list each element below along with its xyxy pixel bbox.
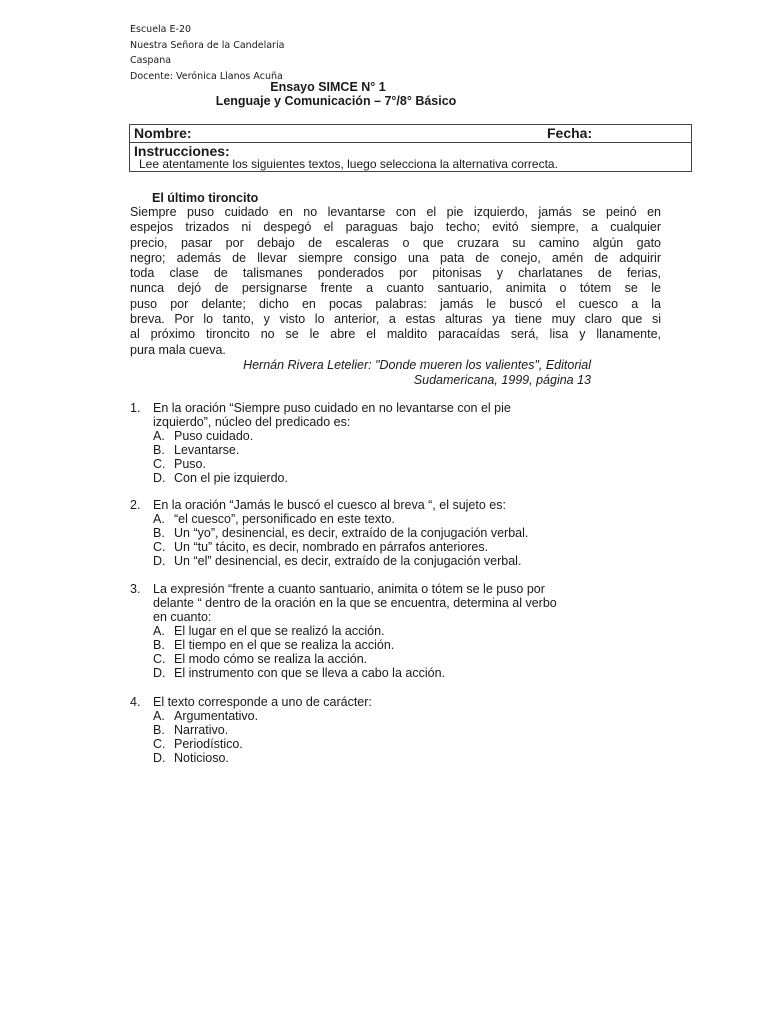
option-letter: C. (153, 737, 166, 751)
teacher-name: Docente: Verónica Llanos Acuña (130, 70, 283, 82)
question-stem (153, 695, 372, 709)
option-letter: A. (153, 624, 165, 638)
option-text: Argumentativo. (174, 709, 259, 723)
question-stem-line: En la oración “Siempre puso cuidado en no levantarse con el pie (153, 401, 511, 415)
option-text: Un “el” desinencial, es decir, extraído de la conjugación verbal. (174, 554, 522, 568)
answer-option[interactable] (153, 540, 528, 554)
answer-option[interactable] (153, 554, 528, 568)
answer-option[interactable] (153, 666, 445, 680)
option-text: Noticioso. (174, 751, 229, 765)
answer-option[interactable] (153, 526, 528, 540)
answer-options (153, 512, 528, 568)
option-text: Un “tu” tácito, es decir, nombrado en párrafos anteriores. (174, 540, 489, 554)
question-stem (153, 498, 506, 512)
question-number: 3. (130, 582, 141, 596)
option-text: Con el pie izquierdo. (174, 471, 288, 485)
answer-option[interactable] (153, 638, 445, 652)
question-number: 4. (130, 695, 141, 709)
answer-option[interactable] (153, 471, 288, 485)
answer-options (153, 709, 258, 765)
question-stem-line: En la oración “Jamás le buscó el cuesco al breva “, el sujeto es: (153, 498, 506, 512)
question-number: 1. (130, 401, 141, 415)
answer-option[interactable] (153, 652, 445, 666)
name-label: Nombre: (134, 125, 192, 141)
reading-citation (130, 358, 591, 388)
answer-option[interactable] (153, 751, 258, 765)
option-letter: A. (153, 709, 165, 723)
option-letter: D. (153, 471, 166, 485)
option-letter: D. (153, 666, 166, 680)
option-letter: C. (153, 652, 166, 666)
answer-options (153, 429, 288, 485)
school-name: Escuela E-20 (130, 24, 192, 35)
option-text: Narrativo. (174, 723, 229, 737)
reading-line: precio, pasar por debajo de escaleras o que cruzara su camino algún gato (130, 235, 661, 250)
reading-line: toda clase de talismanes ponderados por pitonisas y charlatanes de ferias, (130, 266, 661, 281)
option-text: El tiempo en el que se realiza la acción. (174, 638, 395, 652)
option-text: Puso cuidado. (174, 429, 254, 443)
date-label: Fecha: (547, 125, 593, 141)
school-location: Caspana (130, 55, 172, 66)
option-letter: A. (153, 512, 165, 526)
option-letter: C. (153, 540, 166, 554)
question-stem-line: El texto corresponde a uno de carácter: (153, 695, 372, 709)
school-patron: Nuestra Señora de la Candelaria (130, 39, 285, 51)
option-letter: D. (153, 751, 166, 765)
instructions-text: Lee atentamente los siguientes textos, luego selecciona la alternativa correcta. (139, 157, 558, 171)
reading-line: pura mala cueva. (130, 342, 226, 357)
option-text: Levantarse. (174, 443, 240, 457)
exam-title: Ensayo SIMCE N° 1 (270, 80, 386, 94)
reading-line: espejos trizados ni despegó el paraguas bajo techo; evitó siempre, a cualquier (130, 220, 661, 235)
option-letter: B. (153, 443, 165, 457)
question-stem (153, 582, 557, 624)
reading-paragraph (130, 205, 661, 358)
answer-option[interactable] (153, 723, 258, 737)
option-letter: D. (153, 554, 166, 568)
option-text: Periodístico. (174, 737, 243, 751)
question-stem-line: La expresión “frente a cuanto santuario, animita o tótem se le puso por (153, 582, 545, 596)
citation-line: Sudamericana, 1999, página 13 (413, 373, 591, 387)
question-stem (153, 401, 511, 429)
option-text: El modo cómo se realiza la acción. (174, 652, 368, 666)
question-stem-line: izquierdo”, núcleo del predicado es: (153, 415, 351, 429)
option-letter: B. (153, 526, 165, 540)
reading-title: El último tironcito (152, 191, 259, 205)
option-text: Puso. (174, 457, 206, 471)
reading-line: breva. Por lo tanto, y visto lo anterior, a estas alturas ya tiene muy claro que si (130, 312, 661, 327)
option-text: El instrumento con que se lleva a cabo la acción. (174, 666, 445, 680)
reading-line: Siempre puso cuidado en no levantarse con el pie izquierdo, jamás se peinó en (130, 205, 661, 219)
answer-option[interactable] (153, 429, 288, 443)
citation-line: Hernán Rivera Letelier: "Donde mueren los valientes", Editorial (243, 358, 591, 372)
option-text: El lugar en el que se realizó la acción. (174, 624, 385, 638)
answer-option[interactable] (153, 737, 258, 751)
question-stem-line: en cuanto: (153, 610, 212, 624)
answer-option[interactable] (153, 457, 288, 471)
reading-line: al próximo tironcito no se le abre el maldito paracaídas será, lisa y llanamente, (130, 327, 661, 342)
option-text: “el cuesco”, personificado en este texto. (174, 512, 395, 526)
answer-option[interactable] (153, 443, 288, 457)
option-letter: C. (153, 457, 166, 471)
answer-option[interactable] (153, 624, 445, 638)
option-text: Un “yo”, desinencial, es decir, extraído de la conjugación verbal. (174, 526, 529, 540)
reading-line: puso por delante; dicho en pocas palabras: jamás le buscó el cuesco a la (130, 296, 661, 311)
answer-option[interactable] (153, 709, 258, 723)
school-header (130, 22, 284, 84)
question-number: 2. (130, 498, 141, 512)
name-date-row (130, 125, 691, 143)
option-letter: B. (153, 723, 165, 737)
question-stem-line: delante “ dentro de la oración en la que se encuentra, determina al verbo (153, 596, 557, 610)
option-letter: B. (153, 638, 165, 652)
student-info-box (129, 124, 692, 172)
reading-line: negro; además de llevar siempre consigo una pata de conejo, amén de adquirir (130, 250, 661, 265)
instructions-label: Instrucciones: (134, 143, 230, 159)
reading-line: nunca dejó de persignarse frente a cuanto santuario, animita o tótem se le (130, 281, 661, 296)
exam-subtitle: Lenguaje y Comunicación – 7°/8° Básico (215, 94, 457, 108)
answer-option[interactable] (153, 512, 528, 526)
answer-options (153, 624, 445, 680)
option-letter: A. (153, 429, 165, 443)
